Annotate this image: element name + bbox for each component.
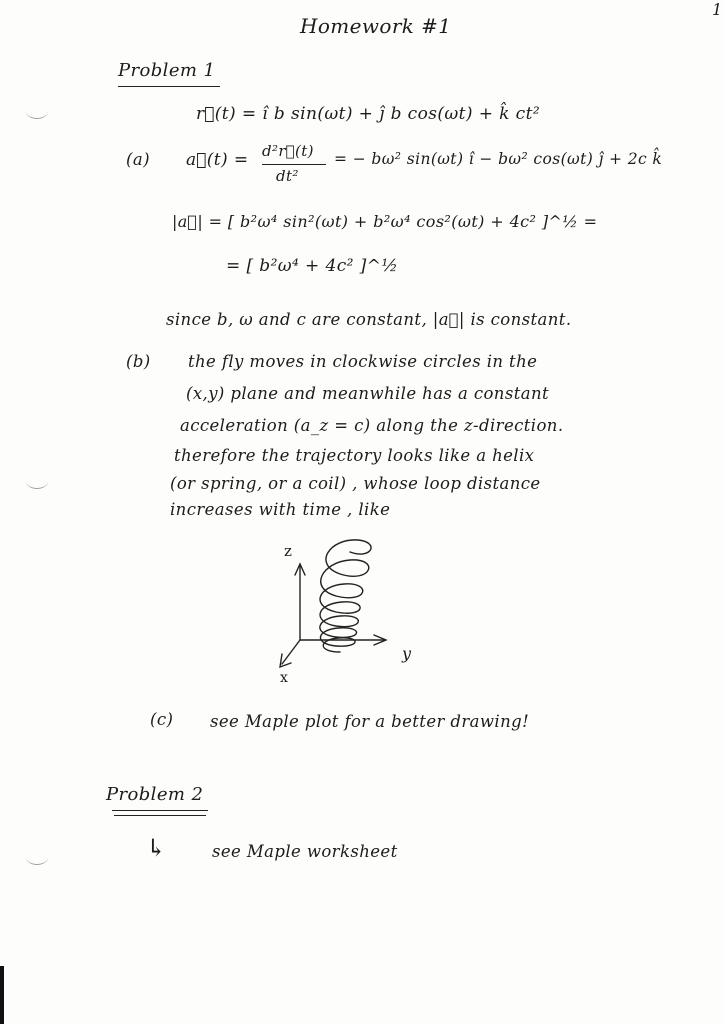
page-title: Homework #1 — [300, 14, 452, 38]
magnitude-equation: |a⃗| = [ b²ω⁴ sin²(ωt) + b²ω⁴ cos²(ωt) + 4c² ]^½ = — [172, 212, 598, 231]
part-c-text: see Maple plot for a better drawing! — [210, 712, 530, 731]
problem-2-underline — [112, 810, 208, 811]
z-axis-label: z — [284, 542, 293, 560]
problem-2-arrow-icon: ↳ — [146, 834, 167, 862]
problem-2-text: see Maple worksheet — [212, 842, 398, 861]
problem-2-heading: Problem 2 — [106, 784, 204, 805]
helix-coil — [320, 540, 371, 652]
part-b-line-3: acceleration (a_z = c) along the z-direction. — [180, 416, 564, 435]
acceleration-rhs: = − bω² sin(ωt) î − bω² cos(ωt) ĵ + 2c k̂ — [334, 150, 663, 168]
y-axis-label: y — [402, 644, 412, 663]
page-number: 1 — [712, 0, 723, 19]
acceleration-denominator: dt² — [276, 167, 299, 185]
x-axis-line — [282, 640, 300, 664]
part-b-label: (b) — [126, 352, 151, 371]
x-axis-label: x — [280, 670, 289, 686]
magnitude-simplified: = [ b²ω⁴ + 4c² ]^½ — [226, 256, 399, 276]
part-b-line-4: therefore the trajectory looks like a helix — [174, 446, 535, 465]
part-b-line-1: the fly moves in clockwise circles in the — [188, 352, 538, 371]
part-a-conclusion: since b, ω and c are constant, |a⃗| is constant. — [166, 310, 572, 329]
problem-2-underline-second — [114, 815, 206, 816]
part-b-line-6: increases with time , like — [170, 500, 391, 519]
part-b-line-5: (or spring, or a coil) , whose loop distance — [170, 474, 541, 493]
part-a-label: (a) — [126, 150, 150, 169]
x-axis-arrowhead — [280, 654, 291, 667]
part-c-label: (c) — [150, 710, 174, 729]
acceleration-numerator: d²r⃗(t) — [262, 142, 314, 160]
part-b-line-2: (x,y) plane and meanwhile has a constant — [186, 384, 550, 403]
problem-1-heading: Problem 1 — [118, 60, 216, 81]
acceleration-lhs: a⃗(t) = — [186, 150, 249, 170]
position-equation: r⃗(t) = î b sin(ωt) + ĵ b cos(ωt) + k̂ ct² — [196, 104, 541, 124]
